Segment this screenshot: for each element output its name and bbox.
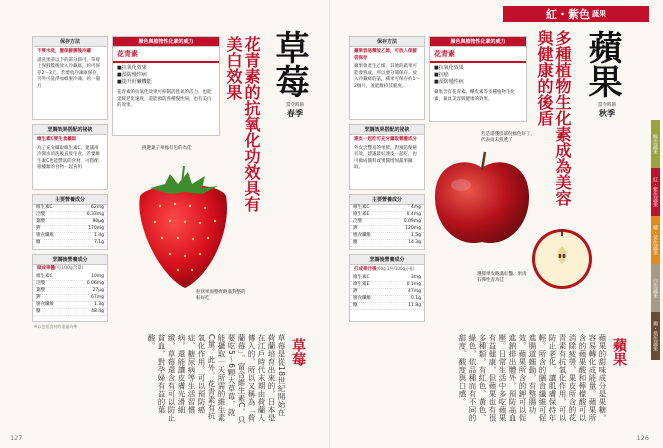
apple-cook-sub: (60g 1杯/100g分量) [376,266,415,271]
season-value: 春季 [287,109,303,118]
nutrition-row [33,240,107,247]
nutrient-name: 維生素C [33,205,71,212]
phyto-item: ■抗氧化效果 [434,65,464,71]
nutrition-row [33,212,107,219]
nutrient-name: 鉀 [350,226,388,233]
nutrient-value: 14.3g [388,240,424,247]
apple-phyto-title: 顏色與植物性化素的威力 [430,37,526,47]
nutrient-value: 62mg [71,205,107,212]
apple-headline: 多種植物生化素成為美容與健康的後盾 [535,30,572,206]
nutrient-value: 0.06mg [71,280,107,287]
category-header [503,6,649,22]
apple-title: 蘋果 [582,30,622,98]
apple-season-box [589,102,625,119]
apple-season-label: 當令時節 [598,103,616,108]
secret-box [32,124,108,190]
nutrient-value: 1.3g [71,301,107,308]
nutrient-value: 27μg [71,287,107,294]
apple-body-title: 蘋果 [611,338,627,366]
apple-phyto-box [429,36,527,122]
cook-sub: (每100g含量) [55,266,84,271]
apple-body-text: 蘋果的甜味成分是果糖，容易轉化成能量。蘋果所含的蘋果酸和檸檬酸可以消除疲勞，果皮所含的花青素有抗氧化作用，可以防止老化，讓肌膚保持年輕。所含的膳食纖維可促進腸道蠕動，有整腸功效。蘋果所含的鉀可以促進鈉排出體外，預防高血壓。日常生活中多吃蘋果有益健康，但蘋果也有很多種類，有紅色、黃色、綠色，依品種而有不同的甜度、酸度與口感。 [458,334,607,422]
nutrition-row [350,295,424,302]
nutrient-value: 0.1mg [390,281,424,288]
apple-cook-nutrition-table [350,275,424,310]
storage-text: 請洗果蒂以下的部分即可。草莓上保鮮膜後放入冷藏庫，約可保存2～3天。若要放冷凍庫保存，另外可洗淨加蜂蜜冷凍。約一個月 [37,57,102,89]
phyto-name: 花青素 [113,47,219,63]
nutrient-value: 10mg [71,274,107,281]
nutrient-value: 4mg [388,205,424,212]
page-number-right: 126 [636,434,649,442]
apple-main-nutrition-table [350,205,424,247]
side-tab[interactable]: 橘・黃色蔬果 [651,216,660,264]
apple-cook-heading: 打成果汁後 [354,267,377,272]
season-box [280,102,310,119]
cook-heading: 做成果醬 [37,266,55,271]
nutrient-name: 醣 [350,240,388,247]
page-number-left: 127 [10,434,23,442]
storage-heading: 不要水洗，置保鮮膜後冷藏 [37,49,91,54]
nutrition-row [350,288,424,295]
nutrient-value: 0.1g [390,295,424,302]
main-nutrition-title: 主要營養成分 [33,195,107,205]
nutrition-row [33,294,107,301]
category-suffix: 蔬果 [592,10,606,18]
apple-storage-title: 保存方法 [350,37,424,47]
right-page [331,0,663,448]
nutrient-value: 7.1g [71,240,107,247]
phyto-item: ■預防慢性病 [434,79,464,85]
secret-heading: 維生素C要生食攝取 [37,137,77,142]
nutrient-name: 鉀 [350,288,390,295]
apple-callout-top: 若是還殘留部份綠色好了，代表尚未熟透了 [481,132,535,143]
nutrition-row [33,280,107,287]
apple-phyto-items [430,63,526,88]
storage-title: 保存方法 [33,37,107,47]
headline: 花青素的抗氧化功效具有美白效果 [224,36,261,212]
secret-title: 烹調效果搭配的祕訣 [33,125,107,135]
apple-season-value: 秋季 [599,109,615,118]
storage-box [32,36,108,120]
nutrient-value: 0.09mg [388,219,424,226]
nutrient-name: 膳食纖維 [33,233,71,240]
nutrient-name: 醣 [350,302,390,309]
nutrient-name: 葉酸 [33,219,71,226]
nutrient-name: 膳食纖維 [350,295,390,302]
apple-secret-title: 烹調效果搭配的祕訣 [350,125,424,135]
phyto-text: 花青素的抗氧化效果可抑制活性氧的活力，也能延緩老化速度，還能預防各種慢性病，也有美白的效果。 [117,90,212,108]
nutrient-name: 維生素C [350,275,390,282]
nutrient-name: 泛酸 [350,219,388,226]
nutrition-row [33,287,107,294]
left-page [0,0,331,448]
nutrient-value: 48.4g [71,308,107,315]
nutrition-row [33,308,107,315]
side-tab[interactable]: 白色蔬果 [651,264,660,312]
apple-storage-heading: 蘋果容易釋放乙烯，可放入保鮮袋保存 [354,49,417,61]
cook-nutrition-title: 烹調後營養成分 [33,255,107,265]
phyto-item: ■預防慢性病 [117,72,147,78]
apple-secret-box [349,124,425,190]
nutrient-name: 維生素C [33,274,71,281]
nutrition-row [350,233,424,240]
side-tabs [651,120,663,360]
apple-callout-bottom: 選擇果皮飽滿紅豔、果肉有彈性者為佳 [477,272,527,283]
apple-cook-nutrition-title: 烹調後營養成分 [350,255,424,265]
nutrient-name: 泛酸 [33,212,71,219]
apple-half-image [531,228,593,290]
phyto-item: ■提升肝臟機能 [117,79,152,85]
nutrient-name: 維生素C [350,205,388,212]
side-tab[interactable]: 褐・黑色蔬果 [651,312,660,360]
nutrient-name: 泛酸 [33,280,71,287]
nutrient-name: 鉀 [33,294,71,301]
phyto-item: ■抗癌 [434,72,449,78]
nutrient-name: 維生素E [350,212,388,219]
nutrition-row [350,226,424,233]
phyto-item: ■抗氧化效果 [117,65,147,71]
nutrition-row [350,281,424,288]
apple-phyto-text: 蘋果含有花青素、槲皮素等多種植物生化素，兼具美容與健康的效果。 [434,90,515,102]
nutrient-name: 醣 [33,240,71,247]
nutrition-row [33,233,107,240]
apple-storage-box [349,36,425,120]
nutrient-name: 維生素E [350,281,390,288]
nutrition-row [350,240,424,247]
nutrient-value: 1.4g [71,233,107,240]
nutrient-name: 醣 [33,308,71,315]
phyto-box [112,36,220,136]
nutrient-value: 90μg [71,219,107,226]
callout-bottom: 粒狀果面整齊飽滿對整的較好吃 [196,290,246,301]
nutrition-row [350,219,424,226]
apple-secret-heading: 連皮一起吃可充分攝取營養成分 [354,137,417,142]
apple-main-nutrition-title: 主要營養成分 [350,195,424,205]
cook-nutrition-table [33,274,107,316]
nutrient-value: 47mg [390,288,424,295]
apple-image [431,150,533,250]
nutrient-value: 0.4mg [388,212,424,219]
body-text: 草莓是從18世紀開始在荷蘭培育出來的，日本是在江戶時代末期由荷蘭人傳入的，所以又稱為「荷蘭莓」。富含維生素C，只要吃5～6顆大草莓，就能攝取一天所需的維生素C量。此外，花青素有抗氧化作用。可以預防癌症、糖尿病等生活習慣病，還能讓皮膚光滑細緻，草莓還含有可以防止貧血，對孕婦有益的葉酸。 [147,334,286,424]
phyto-title: 顏色與植物性化素的威力 [113,37,219,47]
cook-nutrition-box [32,254,108,322]
nutrient-name: 鉀 [33,226,71,233]
nutrient-value: 11.8g [390,302,424,309]
apple-main-nutrition-box [349,194,425,250]
season-label: 當令時節 [286,103,304,108]
side-tab[interactable]: 紅・紫色蔬果 [651,168,660,216]
apple-phyto-name: 花青素 [430,47,526,63]
nutrient-value: 0.33mg [71,212,107,219]
strawberry-image [130,166,236,292]
phyto-items [113,63,219,88]
body-title: 草莓 [290,338,306,366]
callout-top: 挑選葉子翠綠有色的為佳 [142,146,192,151]
nutrition-row [33,226,107,233]
category-title: 紅・紫色 [546,8,590,21]
footnote: ※以包括食材的重量為準 [34,324,78,329]
product-title: 草莓 [269,30,309,98]
nutrient-value: 1.5g [388,233,424,240]
main-nutrition-table [33,205,107,247]
nutrient-name: 膳食纖維 [33,301,71,308]
nutrition-row [350,302,424,309]
nutrition-row [350,212,424,219]
main-nutrition-box [32,194,108,250]
nutrient-value: 120mg [388,226,424,233]
nutrient-value: 67mg [71,294,107,301]
apple-secret-text: 外皮含豐富的果膠，對預防便秘有效，建議最好連皮一起吃，也可做成醬料或果醬增加蔬果攝取。 [354,145,417,170]
apple-storage-text: 蘋果會產生乙烯，其他的蔬果可能會熟成，所以要分開保存。放入冷藏庫的話，蘋果可保存約1～2個月，並能維持其脆度。 [354,64,420,89]
apple-cook-nutrition-box [349,254,425,322]
nutrient-value: 170mg [71,226,107,233]
side-tab[interactable]: 綠色蔬果 [651,120,660,168]
nutrient-name: 膳食纖維 [350,233,388,240]
nutrition-row [33,219,107,226]
secret-text: 為了充分攝取維生素C，建議用冷開水清洗後直接生食。若要維生素C也能豐富的食材，可搭配柑橘類的食物一起食用 [37,145,100,170]
nutrient-name: 葉酸 [33,287,71,294]
nutrient-value: 3mg [390,275,424,282]
nutrition-row [33,301,107,308]
